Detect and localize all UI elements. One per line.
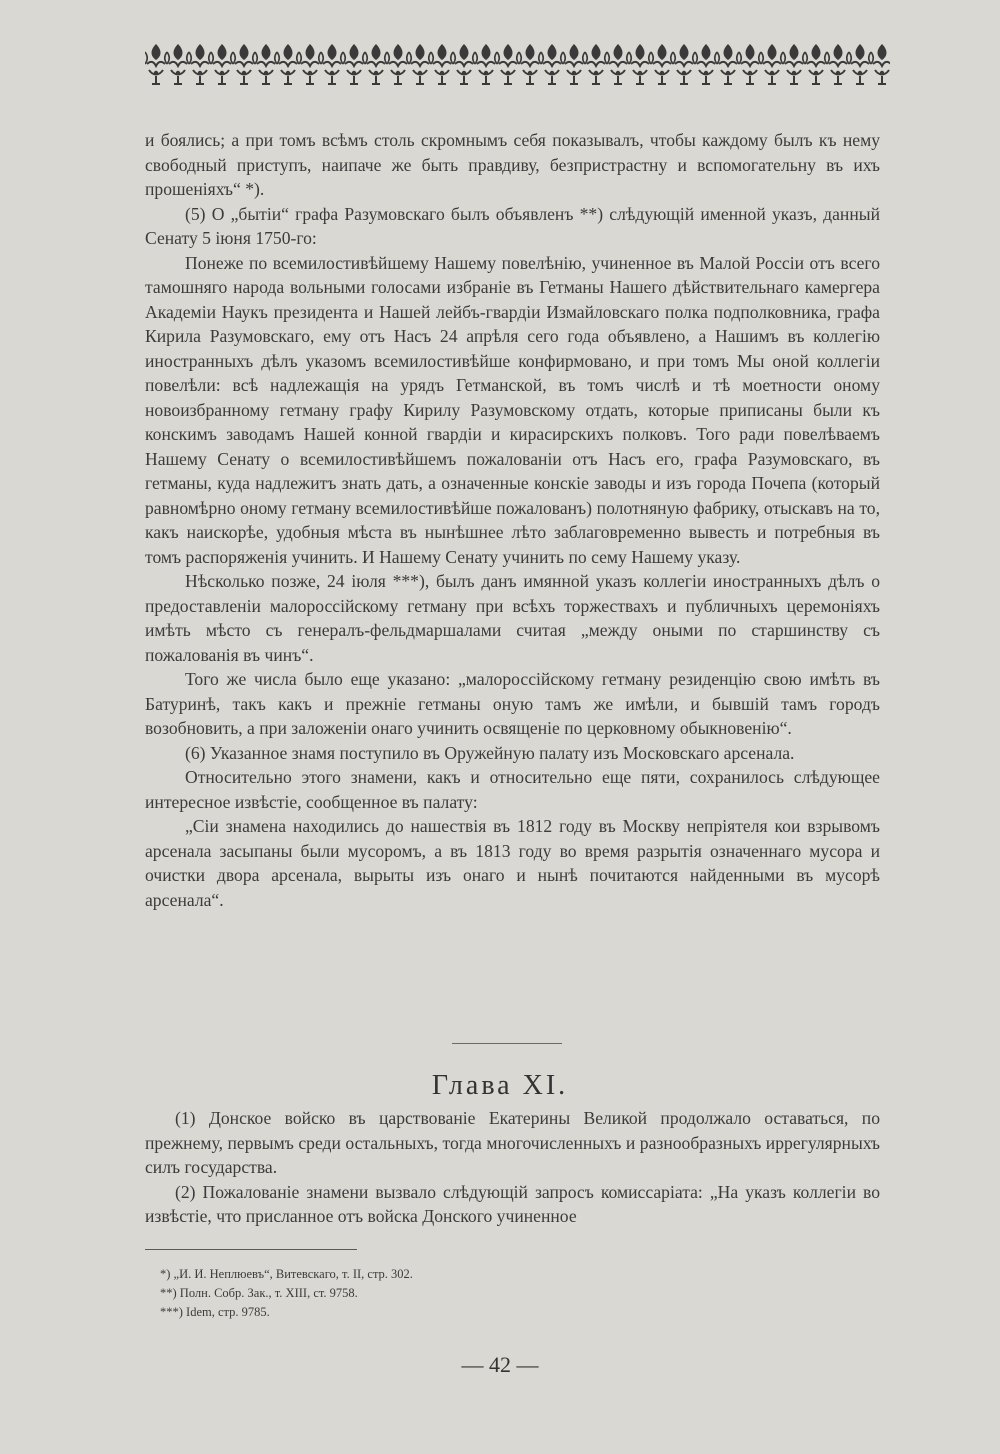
page-number: — 42 — bbox=[461, 1352, 539, 1377]
footnote-divider bbox=[145, 1249, 357, 1250]
paragraph-residence: Того же числа было еще указано: „малороссійскому гетману резиденцію свою имѣть въ Батуринѣ, такъ какъ и прежніе гетманы оную тамъ же имѣли, и бывшій тамъ городъ возобновить, а при заложеніи онаго учинить освященіе по церковному обыкновенію“. bbox=[145, 669, 880, 738]
footnote: *) „И. И. Неплюевъ“, Витевскаго, т. II, стр. 302. bbox=[160, 1267, 413, 1281]
paragraph-banner-info: Относительно этого знамени, какъ и относительно еще пяти, сохранилось слѣдующее интересное извѣстіе, сообщенное въ палату: bbox=[145, 767, 880, 812]
paragraph-note-6: (6) Указанное знамя поступило въ Оружейную палату изъ Московскаго арсенала. bbox=[185, 742, 795, 763]
paragraph-quote: „Сіи знамена находились до нашествія въ 1812 году въ Москву непріятеля кои взрывомъ арсенала засыпаны были мусоромъ, а въ 1813 году во время разрытія означеннаго мусора и очистки двора арсенала, вырыты изъ онаго и нынѣ почитаются найденными въ мусорѣ арсенала“. bbox=[145, 816, 880, 910]
body-text bbox=[145, 128, 880, 912]
chapter-title: Глава XI. bbox=[431, 1070, 569, 1101]
ornamental-header-border bbox=[145, 40, 890, 88]
paragraph-note-5: (5) О „бытіи“ графа Разумовскаго былъ объявленъ **) слѣдующій именной указъ, данный Сенату 5 іюня 1750-го: bbox=[145, 203, 880, 248]
footnote: **) Полн. Собр. Зак., т. XIII, ст. 9758. bbox=[160, 1286, 358, 1300]
chapter-text bbox=[145, 1106, 880, 1229]
paragraph-continuation: и боялись; а при томъ всѣмъ столь скромнымъ себя показывалъ, чтобы каждому былъ къ нему свободный приступъ, наипаче же быть правдиву, безпристрастну и вспомогательну въ ихъ прошеніяхъ“ *). bbox=[145, 130, 880, 199]
paragraph-july-decree: Нѣсколько позже, 24 іюля ***), былъ данъ имянной указъ коллегіи иностранныхъ дѣлъ о предоставленіи малороссійскому гетману при всѣхъ торжествахъ и публичныхъ церемоніяхъ имѣть мѣсто съ генералъ-фельдмаршалами считая „между оными по старшинству съ пожалованія въ чинъ“. bbox=[145, 571, 880, 665]
chapter-paragraph: (1) Донское войско въ царствованіе Екатерины Великой продолжало оставаться, по прежнему, первымъ среди остальныхъ, тогда многочисленныхъ и разнообразныхъ иррегулярныхъ силъ государства. bbox=[145, 1108, 880, 1177]
footnote: ***) Idem, стр. 9785. bbox=[160, 1305, 270, 1319]
footnotes bbox=[160, 1265, 660, 1322]
paragraph-decree: Понеже по всемилостивѣйшему Нашему повелѣнію, учиненное въ Малой Россіи отъ всего тамошняго народа вольными голосами избраніе въ Гетманы Нашего дѣйствительнаго камергера Академіи Наукъ президента и Нашей лейбъ-гвардіи Измайловскаго полка подполковника, графа Кирила Разумовскаго, ему отъ Насъ 24 апрѣля сего года объявлено, а Нашимъ въ коллегію иностранныхъ дѣлъ указомъ всемилостивѣйше конфирмовано, и при томъ Мы оной коллегіи повелѣли: всѣ надлежащія на урядъ Гетманской, въ томъ числѣ и тѣ моетности оному новоизбранному гетману графу Кирилу Разумовскому отдать, которые приписаны были къ конскимъ заводамъ Нашей конной гвардіи и кирасирскихъ полковъ. Того ради повелѣваемъ Нашему Сенату о всемилостивѣйшемъ пожалованіи отъ Насъ его, графа Разумовскаго, въ гетманы, куда надлежитъ знать дать, а означенные конскіе заводы и изъ города Почепа (который равномѣрно оному гетману всемилостивѣйше пожалованъ) полотняную фабрику, отыскавъ на то, какъ наискорѣе, удобныя мѣста въ нынѣшнее лѣто заблаговременно вывесть и потребныя въ томъ распоряженія учинить. И Нашему Сенату учинить по сему Нашему указу. bbox=[145, 252, 880, 567]
chapter-paragraph: (2) Пожалованіе знамени вызвало слѣдующій запросъ комиссаріата: „На указъ коллегіи во извѣстіе, что присланное отъ войска Донского учиненное bbox=[145, 1181, 880, 1226]
section-divider bbox=[452, 1043, 562, 1044]
